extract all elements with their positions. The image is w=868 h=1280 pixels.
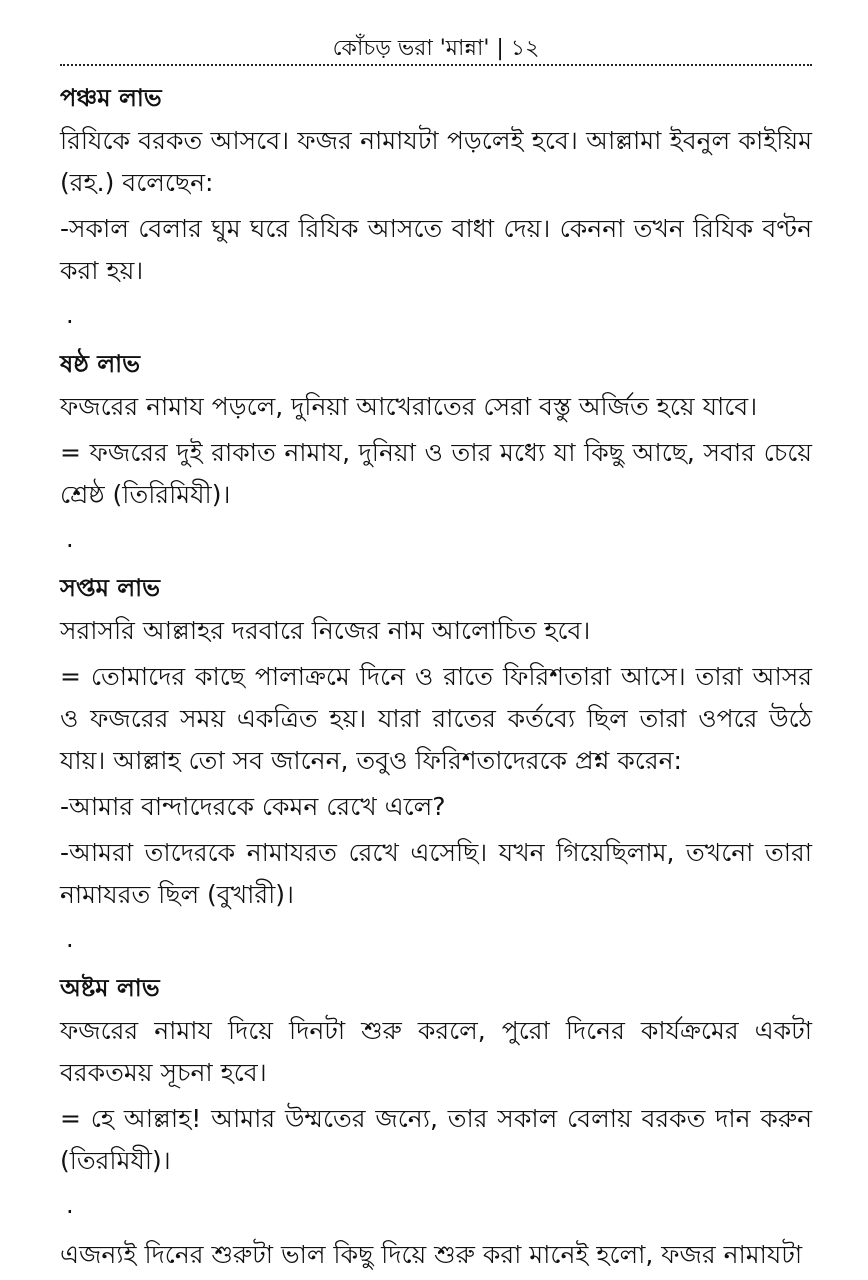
closing-paragraph: এজন্যই দিনের শুরুটা ভাল কিছু দিয়ে শুরু করা মানেই হলো, ফজর নামাযটা xyxy=(60,1240,803,1269)
page-content xyxy=(60,78,812,1280)
section-eighth-benefit xyxy=(60,968,812,1222)
section-separator: . xyxy=(66,525,74,553)
section-heading: সপ্তম লাভ xyxy=(60,574,160,602)
section-heading: অষ্টম লাভ xyxy=(60,974,160,1002)
paragraph: রিযিকে বরকত আসবে। ফজর নামাযটা পড়লেই হবে। আল্লামা ইবনুল কাইয়িম (রহ.) বলেছেন: xyxy=(60,126,812,197)
section-heading: পঞ্চম লাভ xyxy=(60,84,162,112)
paragraph: -আমরা তাদেরকে নামাযরত রেখে এসেছি। যখন গিয়েছিলাম, তখনো তারা নামাযরত ছিল (বুখারী)। xyxy=(60,838,812,909)
section-heading: ষষ্ঠ লাভ xyxy=(60,350,140,378)
section-seventh-benefit xyxy=(60,568,812,956)
paragraph: = ফজরের দুই রাকাত নামায, দুনিয়া ও তার মধ্যে যা কিছু আছে, সবার চেয়ে শ্রেষ্ঠ (তিরিমিযী)। xyxy=(60,438,812,509)
section-separator: . xyxy=(66,925,74,953)
paragraph: ফজরের নামায দিয়ে দিনটা শুরু করলে, পুরো দিনের কার্যক্রমের একটা বরকতময় সূচনা হবে। xyxy=(60,1016,812,1087)
section-separator: . xyxy=(66,301,74,329)
section-sixth-benefit xyxy=(60,344,812,556)
section-fifth-benefit xyxy=(60,78,812,332)
paragraph: ফজরের নামায পড়লে, দুনিয়া আখেরাতের সেরা বস্তু অর্জিত হয়ে যাবে। xyxy=(60,392,758,421)
header-dotted-rule xyxy=(60,64,812,66)
paragraph: -সকাল বেলার ঘুম ঘরে রিযিক আসতে বাধা দেয়। কেননা তখন রিযিক বণ্টন করা হয়। xyxy=(60,214,812,285)
paragraph: সরাসরি আল্লাহর দরবারে নিজের নাম আলোচিত হবে। xyxy=(60,616,591,645)
paragraph: = তোমাদের কাছে পালাক্রমে দিনে ও রাতে ফিরিশতারা আসে। তারা আসর ও ফজরের সময় একত্রিত হয়। যারা রাতের কর্তব্যে ছিল তারা ওপরে উঠে যায়। আল্লাহ তো সব জানেন, তবুও ফিরিশতাদেরকে প্রশ্ন করেন: xyxy=(60,662,812,775)
paragraph: = হে আল্লাহ! আমার উম্মতের জন্যে, তার সকাল বেলায় বরকত দান করুন (তিরমিযী)। xyxy=(60,1104,812,1175)
section-separator: . xyxy=(66,1191,74,1219)
running-title: কোঁচড় ভরা 'মান্না' | ১২ xyxy=(332,36,540,61)
paragraph: -আমার বান্দাদেরকে কেমন রেখে এলে? xyxy=(60,792,446,821)
